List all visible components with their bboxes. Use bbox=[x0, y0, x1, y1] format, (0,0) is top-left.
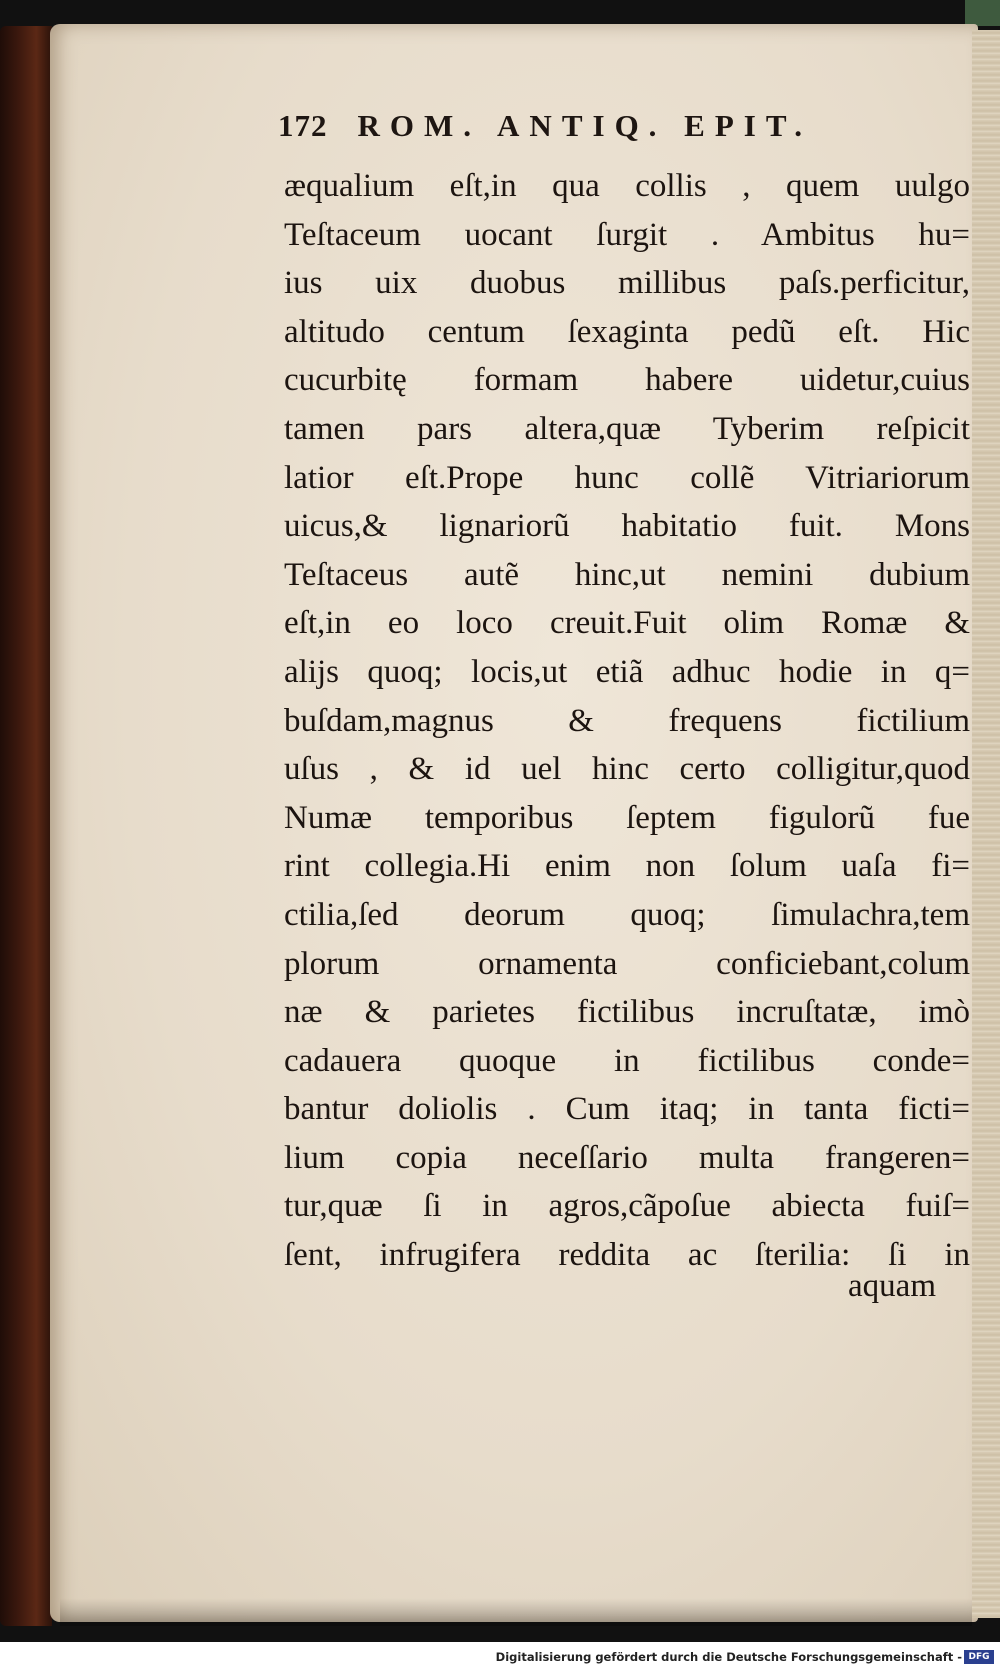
dfg-logo-icon: DFG bbox=[964, 1650, 994, 1664]
footer-bar bbox=[0, 1645, 1000, 1673]
page-number: 172 bbox=[278, 108, 328, 143]
text-line: buſdam,magnus & frequens fictilium bbox=[284, 702, 970, 739]
page-fore-edge bbox=[972, 30, 1000, 1618]
text-line: cucurbitę formam habere uidetur,cuius bbox=[284, 362, 970, 399]
text-line: plorum ornamenta conficiebant,colum bbox=[284, 945, 970, 982]
text-line: rint collegia.Hi enim non ſolum uaſa fi= bbox=[284, 848, 970, 885]
text-line: Teſtaceum uocant ſurgit . Ambitus hu= bbox=[284, 216, 970, 253]
text-line: tamen pars altera,quæ Tyberim reſpicit bbox=[284, 410, 970, 447]
cover-corner bbox=[965, 0, 1000, 26]
text-line: uicus,& lignariorũ habitatio fuit. Mons bbox=[284, 508, 970, 545]
text-line: ius uix duobus millibus paſs.perficitur, bbox=[284, 265, 970, 302]
text-line: ctilia,ſed deorum quoq; ſimulachra,tem bbox=[284, 896, 970, 933]
text-line: cadauera quoque in fictilibus conde= bbox=[284, 1042, 970, 1079]
text-line: altitudo centum ſexaginta pedũ eſt. Hic bbox=[284, 313, 970, 350]
text-line: alijs quoq; locis,ut etiã adhuc hodie in q= bbox=[284, 653, 970, 690]
text-line: lium copia neceſſario multa frangeren= bbox=[284, 1139, 970, 1176]
text-line: Numæ temporibus ſeptem figulorũ fue bbox=[284, 799, 970, 836]
running-head bbox=[278, 108, 918, 152]
catchword: aquam bbox=[848, 1268, 936, 1304]
text-line: ſent, infrugifera reddita ac ſterilia: ſi in bbox=[284, 1237, 970, 1274]
funding-note: Digitalisierung gefördert durch die Deutsche Forschungsgemeinschaft - bbox=[495, 1650, 962, 1664]
text-line: æqualium eſt,in qua collis , quem uulgo bbox=[284, 168, 970, 204]
book-binding-edge bbox=[0, 26, 52, 1626]
text-line: næ & parietes fictilibus incruſtatæ, imò bbox=[284, 994, 970, 1031]
page-shadow bbox=[60, 1598, 972, 1626]
text-line: bantur doliolis . Cum itaq; in tanta ficti= bbox=[284, 1091, 970, 1128]
text-line: tur,quæ ſi in agros,cãpoſue abiecta fuiſ= bbox=[284, 1188, 970, 1225]
text-line: latior eſt.Prope hunc collẽ Vitriariorum bbox=[284, 459, 970, 496]
text-line: eſt,in eo loco creuit.Fuit olim Romæ & bbox=[284, 605, 970, 642]
running-title: ROM. ANTIQ. EPIT. bbox=[357, 108, 812, 143]
text-line: uſus , & id uel hinc certo colligitur,quod bbox=[284, 751, 970, 788]
text-block bbox=[284, 162, 970, 1280]
text-line: Teſtaceus autẽ hinc,ut nemini dubium bbox=[284, 556, 970, 593]
